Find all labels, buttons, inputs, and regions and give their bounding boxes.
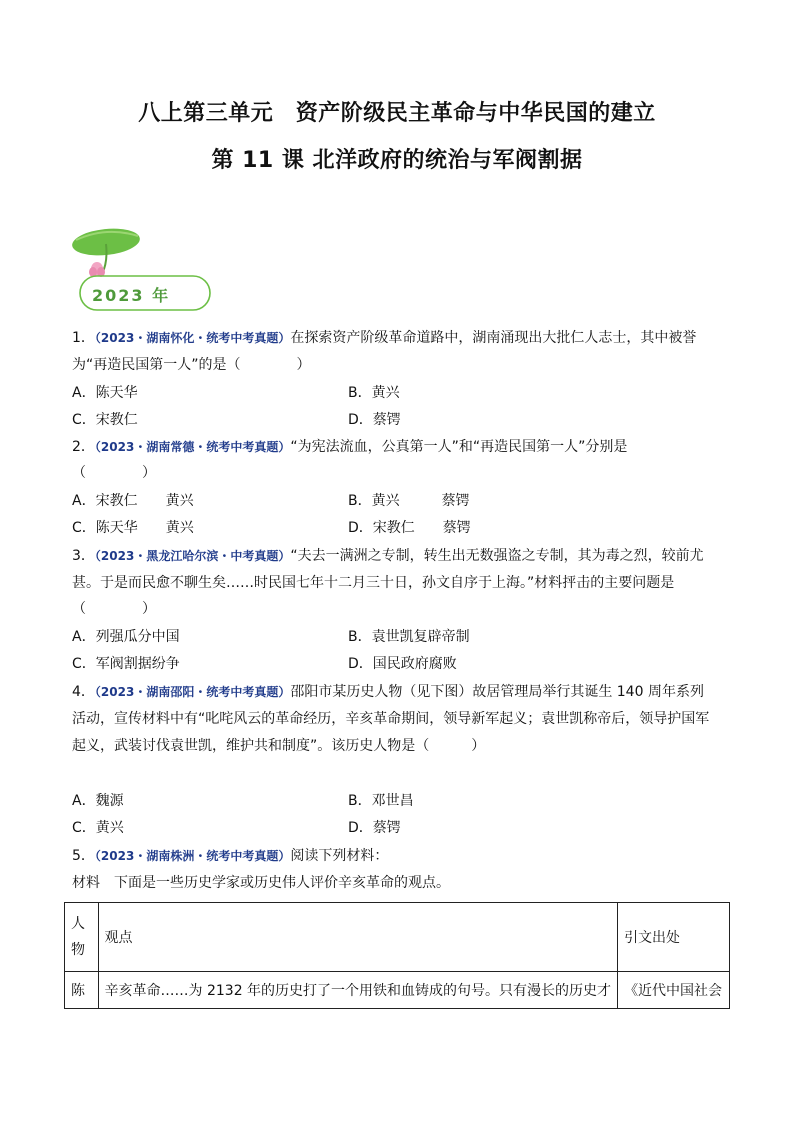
question-number: 1．	[72, 330, 95, 346]
option-a: A．列强瓜分中国	[72, 629, 180, 645]
option-c: C．宋教仁	[72, 412, 138, 428]
question-1-stem	[72, 328, 696, 348]
question-text: 阅读下列材料：	[290, 848, 389, 864]
option-c: C．陈天华 黄兴	[72, 520, 194, 536]
question-2-stem-cont: （ ）	[72, 465, 156, 481]
year-label: 2023 年	[92, 286, 171, 305]
question-source: （2023・黑龙江哈尔滨・中考真题）	[94, 549, 291, 563]
option-a: A．魏源	[72, 793, 124, 809]
lesson-title: 第 11 课 北洋政府的统治与军阀割据	[211, 148, 583, 173]
header-person: 人物	[65, 903, 99, 972]
cell-person: 陈	[65, 972, 99, 1009]
option-b: B．黄兴	[348, 385, 400, 401]
option-d: D．宋教仁 蔡锷	[348, 520, 471, 536]
question-number: 5．	[72, 848, 95, 864]
option-b: B．邓世昌	[348, 793, 414, 809]
header-view: 观点	[98, 903, 618, 972]
option-b: B．袁世凯复辟帝制	[348, 629, 470, 645]
option-a: A．陈天华	[72, 385, 138, 401]
option-d: D．蔡锷	[348, 820, 401, 836]
question-text: 在探索资产阶级革命道路中，湖南涌现出大批仁人志士，其中被誉	[290, 330, 697, 346]
question-4-stem-cont: 活动，宣传材料中有“叱咤风云的革命经历，辛亥革命期间，领导新军起义；袁世凯称帝后，领导护国军	[72, 711, 710, 727]
table-row	[65, 972, 730, 1009]
question-1-stem-cont: 为“再造民国第一人”的是（ ）	[72, 357, 311, 373]
option-c: C．黄兴	[72, 820, 124, 836]
question-2-stem	[72, 437, 627, 457]
option-c: C．军阀割据纷争	[72, 656, 180, 672]
question-4-stem-cont: 起义，武装讨伐袁世凯，维护共和制度”。该历史人物是（ ）	[72, 738, 486, 754]
question-number: 4．	[72, 684, 95, 700]
header-source: 引文出处	[618, 903, 730, 972]
question-number: 2．	[72, 439, 95, 455]
question-4-stem	[72, 682, 704, 702]
option-a: A．宋教仁 黄兴	[72, 493, 194, 509]
question-text: 邵阳市某历史人物（见下图）故居管理局举行其诞生 140 周年系列	[290, 684, 704, 700]
question-source: （2023・湖南常德・统考中考真题）	[94, 440, 291, 454]
question-source: （2023・湖南邵阳・统考中考真题）	[94, 685, 291, 699]
unit-title: 八上第三单元 资产阶级民主革命与中华民国的建立	[138, 101, 656, 126]
option-d: D．蔡锷	[348, 412, 401, 428]
question-3-stem-cont: 甚。于是而民愈不聊生矣……时民国七年十二月三十日，孙文自序于上海。”材料抨击的主要问题是	[72, 575, 675, 591]
table-header-row	[65, 903, 730, 972]
question-source: （2023・湖南怀化・统考中考真题）	[94, 331, 291, 345]
question-3-stem-cont: （ ）	[72, 601, 156, 617]
cell-source: 《近代中国社会	[618, 972, 730, 1009]
question-text: “夫去一满洲之专制，转生出无数强盗之专制，其为毒之烈，较前尤	[290, 548, 704, 564]
question-text: “为宪法流血，公真第一人”和“再造民国第一人”分别是	[290, 439, 628, 455]
option-b: B．黄兴 蔡锷	[348, 493, 470, 509]
question-5-stem	[72, 846, 388, 866]
question-3-stem	[72, 546, 704, 566]
cell-view: 辛亥革命……为 2132 年的历史打了一个用铁和血铸成的句号。只有漫长的历史才	[98, 972, 618, 1009]
question-source: （2023・湖南株洲・统考中考真题）	[94, 849, 291, 863]
material-intro: 材料 下面是一些历史学家或历史伟人评价辛亥革命的观点。	[72, 875, 450, 891]
option-d: D．国民政府腐败	[348, 656, 457, 672]
question-number: 3．	[72, 548, 95, 564]
opinions-table	[64, 902, 730, 1009]
